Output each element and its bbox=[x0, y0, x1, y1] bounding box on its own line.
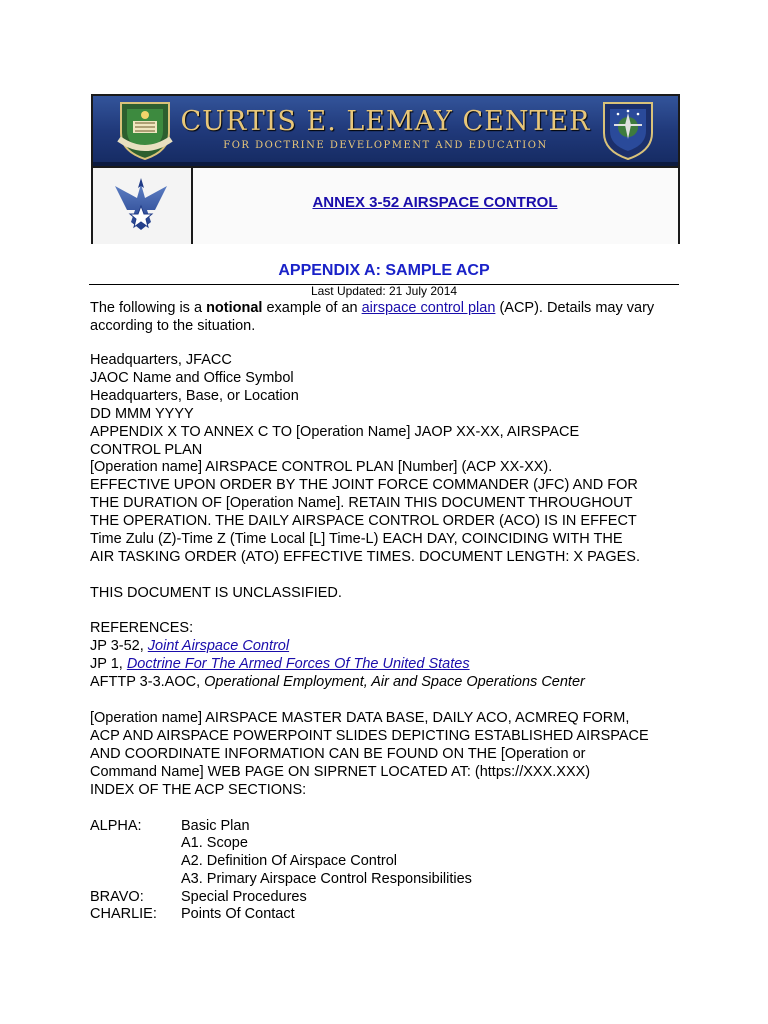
reference-item bbox=[90, 638, 289, 655]
index-label-charlie: CHARLIE: bbox=[90, 906, 157, 922]
index-entry: Basic Plan bbox=[181, 818, 250, 834]
annex-3-52-link[interactable]: ANNEX 3-52 AIRSPACE CONTROL bbox=[312, 194, 558, 211]
banner-subheader bbox=[93, 166, 678, 244]
banner-title: CURTIS E. LEMAY CENTER bbox=[180, 106, 591, 137]
classification-statement: THIS DOCUMENT IS UNCLASSIFIED. bbox=[90, 585, 342, 601]
index-entry: Points Of Contact bbox=[181, 906, 295, 922]
database-line: [Operation name] AIRSPACE MASTER DATA BASE, DAILY ACO, ACMREQ FORM, bbox=[90, 710, 630, 726]
database-line: ACP AND AIRSPACE POWERPOINT SLIDES DEPICTING ESTABLISHED AIRSPACE bbox=[90, 728, 649, 744]
intro-paragraph-cont: according to the situation. bbox=[90, 318, 256, 334]
header-line: Headquarters, JFACC bbox=[90, 352, 232, 368]
references-heading: REFERENCES: bbox=[90, 620, 194, 636]
joint-airspace-control-link[interactable]: Joint Airspace Control bbox=[147, 638, 290, 654]
header-line: CONTROL PLAN bbox=[90, 442, 203, 458]
header-line: [Operation name] AIRSPACE CONTROL PLAN [Number] (ACP XX-XX). bbox=[90, 459, 553, 475]
reference-item bbox=[90, 656, 470, 673]
index-subentry: A2. Definition Of Airspace Control bbox=[181, 853, 397, 869]
index-heading: INDEX OF THE ACP SECTIONS: bbox=[90, 782, 307, 798]
header-line: Time Zulu (Z)-Time Z (Time Local [L] Time-L) EACH DAY, COINCIDING WITH THE bbox=[90, 531, 623, 547]
index-label-bravo: BRAVO: bbox=[90, 889, 144, 905]
airspace-control-plan-link[interactable]: airspace control plan bbox=[361, 300, 496, 316]
reference-prefix: AFTTP 3-3.AOC, bbox=[90, 674, 205, 690]
reference-prefix: JP 1, bbox=[90, 656, 127, 672]
page-title: APPENDIX A: SAMPLE ACP bbox=[278, 262, 490, 279]
header-line: DD MMM YYYY bbox=[90, 406, 194, 422]
header-line: JAOC Name and Office Symbol bbox=[90, 370, 294, 386]
intro-bold-notional: notional bbox=[206, 300, 263, 316]
last-updated: Last Updated: 21 July 2014 bbox=[310, 284, 458, 298]
header-line: THE OPERATION. THE DAILY AIRSPACE CONTROL ORDER (ACO) IS IN EFFECT bbox=[90, 513, 637, 529]
reference-title: Operational Employment, Air and Space Operations Center bbox=[204, 674, 585, 690]
lemay-center-banner bbox=[91, 94, 680, 244]
banner-subtitle: FOR DOCTRINE DEVELOPMENT AND EDUCATION bbox=[223, 140, 548, 151]
intro-text-2: example of an bbox=[262, 300, 362, 316]
database-line: Command Name] WEB PAGE ON SIPRNET LOCATED AT: (https://XXX.XXX) bbox=[90, 764, 591, 780]
index-subentry: A3. Primary Airspace Control Responsibilities bbox=[181, 871, 472, 887]
header-line: APPENDIX X TO ANNEX C TO [Operation Name] JAOP XX-XX, AIRSPACE bbox=[90, 424, 580, 440]
doctrine-armed-forces-link[interactable]: Doctrine For The Armed Forces Of The United States bbox=[126, 656, 470, 672]
index-subentry: A1. Scope bbox=[181, 835, 248, 851]
air-force-symbol-icon bbox=[111, 176, 171, 234]
header-line: EFFECTIVE UPON ORDER BY THE JOINT FORCE COMMANDER (JFC) AND FOR bbox=[90, 477, 638, 493]
header-line: Headquarters, Base, or Location bbox=[90, 388, 299, 404]
header-line: THE DURATION OF [Operation Name]. RETAIN THIS DOCUMENT THROUGHOUT bbox=[90, 495, 633, 511]
lemay-center-seal-icon bbox=[598, 99, 658, 161]
intro-text-1: The following is a bbox=[90, 300, 207, 316]
banner-header bbox=[93, 96, 678, 166]
database-line: AND COORDINATE INFORMATION CAN BE FOUND ON THE [Operation or bbox=[90, 746, 586, 762]
header-line: AIR TASKING ORDER (ATO) EFFECTIVE TIMES. DOCUMENT LENGTH: X PAGES. bbox=[90, 549, 641, 565]
intro-text-3: (ACP). Details may vary bbox=[495, 300, 655, 316]
reference-prefix: JP 3-52, bbox=[90, 638, 148, 654]
intro-paragraph bbox=[90, 300, 654, 317]
index-label-alpha: ALPHA: bbox=[90, 818, 142, 834]
air-force-logo-cell bbox=[93, 168, 193, 244]
reference-item bbox=[90, 674, 585, 691]
index-entry: Special Procedures bbox=[181, 889, 307, 905]
